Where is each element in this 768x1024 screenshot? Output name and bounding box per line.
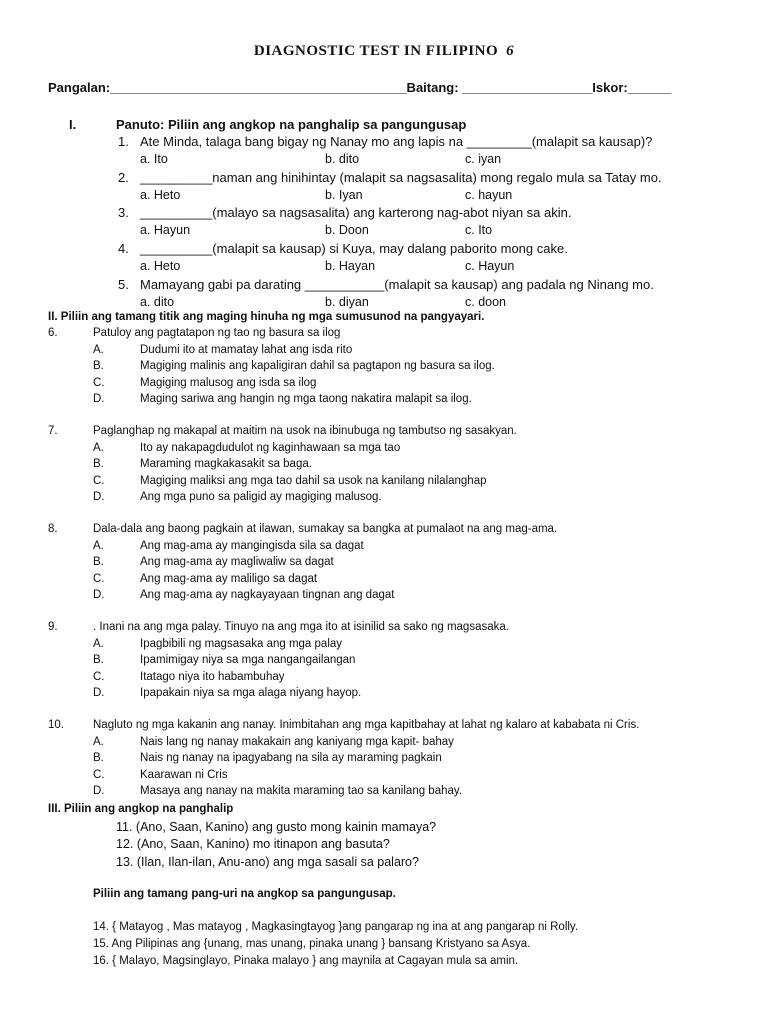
option-letter: B. — [93, 458, 104, 471]
option-text: Ang mga puno sa paligid ay magiging malusog. — [140, 490, 382, 503]
title-number: 6 — [506, 43, 515, 59]
option-text: Ang mag-ama ay nagkayayaan tingnan ang dagat — [140, 588, 395, 601]
question-item: 14. { Matayog , Mas matayog , Magkasingtayog }ang pangarap ng ina at ang pangarap ni Rolly. — [93, 921, 579, 933]
option-letter: A. — [93, 638, 104, 650]
option-letter: D. — [93, 490, 105, 503]
option-letter: A. — [93, 540, 104, 552]
question-item: 16. { Malayo, Magsinglayo, Pinaka malayo } ang maynila at Cagayan mula sa amin. — [93, 955, 519, 967]
option-text: Nais lang ng nanay makakain ang kaniyang mga kapit- bahay — [140, 736, 454, 748]
option-letter: A. — [93, 344, 104, 356]
choice-c: c. iyan — [465, 152, 502, 166]
question-number: 4. — [118, 241, 129, 256]
choice-a: a. Heto — [140, 188, 181, 202]
option-text: Ipamimigay niya sa mga nangangailangan — [140, 654, 356, 667]
option-letter: C. — [93, 572, 105, 585]
section1-numeral: I. — [69, 117, 77, 132]
option-letter: C. — [93, 670, 105, 683]
option-letter: D. — [93, 392, 105, 405]
question-item: 15. Ang Pilipinas ang {unang, mas unang, pinaka unang } bansang Kristyano sa Asya. — [93, 938, 531, 950]
question-number: 2. — [118, 170, 129, 185]
option-letter: D. — [93, 686, 105, 699]
option-text: Itatago niya ito habambuhay — [140, 670, 285, 683]
title-text: DIAGNOSTIC TEST IN FILIPINO — [253, 43, 499, 59]
question-text: Ate Minda, talaga bang bigay ng Nanay mo ang lapis na _________(malapit sa kausap)? — [140, 134, 653, 149]
option-letter: C. — [93, 474, 105, 487]
option-text: Ang mag-ama ay mangingisda sila sa dagat — [140, 540, 364, 552]
option-letter: A. — [93, 442, 104, 454]
option-text: Magiging maliksi ang mga tao dahil sa usok na kanilang nilalanghap — [140, 474, 487, 487]
question-text: Nagluto ng mga kakanin ang nanay. Inimbitahan ang mga kapitbahay at lahat ng kalaro at kababata ni Cris. — [93, 719, 640, 731]
question-text: Paglanghap ng makapal at maitim na usok na ibinubuga ng tambutso ng sasakyan. — [93, 425, 517, 437]
option-text: Maging sariwa ang hangin ng mga taong nakatira malapit sa ilog. — [140, 392, 472, 405]
option-text: Ipapakain niya sa mga alaga niyang hayop. — [140, 686, 362, 699]
question-number: 3. — [118, 205, 129, 220]
question-text: __________naman ang hinihintay (malapit sa nagsasalita) mong regalo mula sa Tatay mo. — [140, 170, 662, 185]
choice-a: a. Ito — [140, 152, 168, 166]
option-letter: C. — [93, 768, 105, 781]
choice-a: a. Heto — [140, 259, 181, 273]
page-title — [0, 43, 768, 60]
question-text: . Inani na ang mga palay. Tinuyo na ang mga ito at isinilid sa sako ng magsasaka. — [93, 621, 509, 633]
choice-b: b. Hayan — [325, 259, 376, 273]
question-number: 6. — [48, 327, 58, 339]
option-letter: C. — [93, 376, 105, 389]
question-number: 10. — [48, 719, 64, 731]
section2-heading: II. Piliin ang tamang titik ang maging hinuha ng mga sumusunod na pangyayari. — [48, 311, 485, 323]
choice-b: b. Doon — [325, 223, 369, 237]
option-text: Magiging malusog ang isda sa ilog — [140, 376, 317, 389]
choice-a: a. Hayun — [140, 223, 191, 237]
choice-b: b. diyan — [325, 295, 369, 309]
question-item: 12. (Ano, Saan, Kanino) mo itinapon ang basuta? — [116, 837, 390, 851]
question-item: 13. (Ilan, Ilan-ilan, Anu-ano) ang mga sasali sa palaro? — [116, 855, 419, 869]
question-text: Mamayang gabi pa darating ___________(malapit sa kausap) ang padala ng Ninang mo. — [140, 277, 654, 292]
question-text: Dala-dala ang baong pagkain at ilawan, sumakay sa bangka at pumalaot na ang mag-ama. — [93, 523, 558, 535]
option-text: Masaya ang nanay na makita maraming tao sa kanilang bahay. — [140, 784, 462, 797]
option-text: Ang mag-ama ay magliwaliw sa dagat — [140, 556, 334, 569]
section3-subheading: Piliin ang tamang pang-uri na angkop sa pangungusap. — [93, 888, 396, 900]
choice-c: c. doon — [465, 295, 507, 309]
choice-b: b. dito — [325, 152, 360, 166]
option-letter: B. — [93, 654, 104, 667]
option-letter: D. — [93, 784, 105, 797]
section3-heading: III. Piliin ang angkop na panghalip — [48, 803, 234, 815]
option-text: Ang mag-ama ay maliligo sa dagat — [140, 572, 318, 585]
option-text: Dudumi ito at mamatay lahat ang isda rito — [140, 344, 353, 356]
option-text: Nais ng nanay na ipagyabang na sila ay maraming pagkain — [140, 752, 442, 765]
question-item: 11. (Ano, Saan, Kanino) ang gusto mong kainin mamaya? — [116, 820, 437, 834]
choice-c: c. hayun — [465, 188, 513, 202]
question-text: Patuloy ang pagtatapon ng tao ng basura sa ilog — [93, 327, 341, 339]
option-text: Ipagbibili ng magsasaka ang mga palay — [140, 638, 343, 650]
option-letter: D. — [93, 588, 105, 601]
choice-c: c. Hayun — [465, 259, 515, 273]
question-number: 1. — [118, 134, 129, 149]
choice-b: b. Iyan — [325, 188, 363, 202]
option-letter: B. — [93, 360, 104, 373]
choice-c: c. Ito — [465, 223, 493, 237]
option-letter: A. — [93, 736, 104, 748]
option-letter: B. — [93, 556, 104, 569]
question-text: __________(malapit sa kausap) si Kuya, may dalang paborito mong cake. — [140, 241, 568, 256]
question-text: __________(malayo sa nagsasalita) ang karterong nag-abot niyan sa akin. — [140, 205, 572, 220]
option-text: Kaarawan ni Cris — [140, 768, 228, 781]
question-number: 7. — [48, 425, 58, 437]
student-info-line: Pangalan:_________________________________________Baitang: __________________Iskor:______ — [48, 80, 672, 95]
question-number: 9. — [48, 621, 58, 633]
question-number: 8. — [48, 523, 58, 535]
option-letter: B. — [93, 752, 104, 765]
option-text: Ito ay nakapagdudulot ng kaginhawaan sa mga tao — [140, 442, 401, 454]
option-text: Magiging malinis ang kapaligiran dahil sa pagtapon ng basura sa ilog. — [140, 360, 495, 373]
option-text: Maraming magkakasakit sa baga. — [140, 458, 312, 471]
section1-heading: Panuto: Piliin ang angkop na panghalip sa pangungusap — [116, 117, 467, 132]
choice-a: a. dito — [140, 295, 175, 309]
question-number: 5. — [118, 277, 129, 292]
